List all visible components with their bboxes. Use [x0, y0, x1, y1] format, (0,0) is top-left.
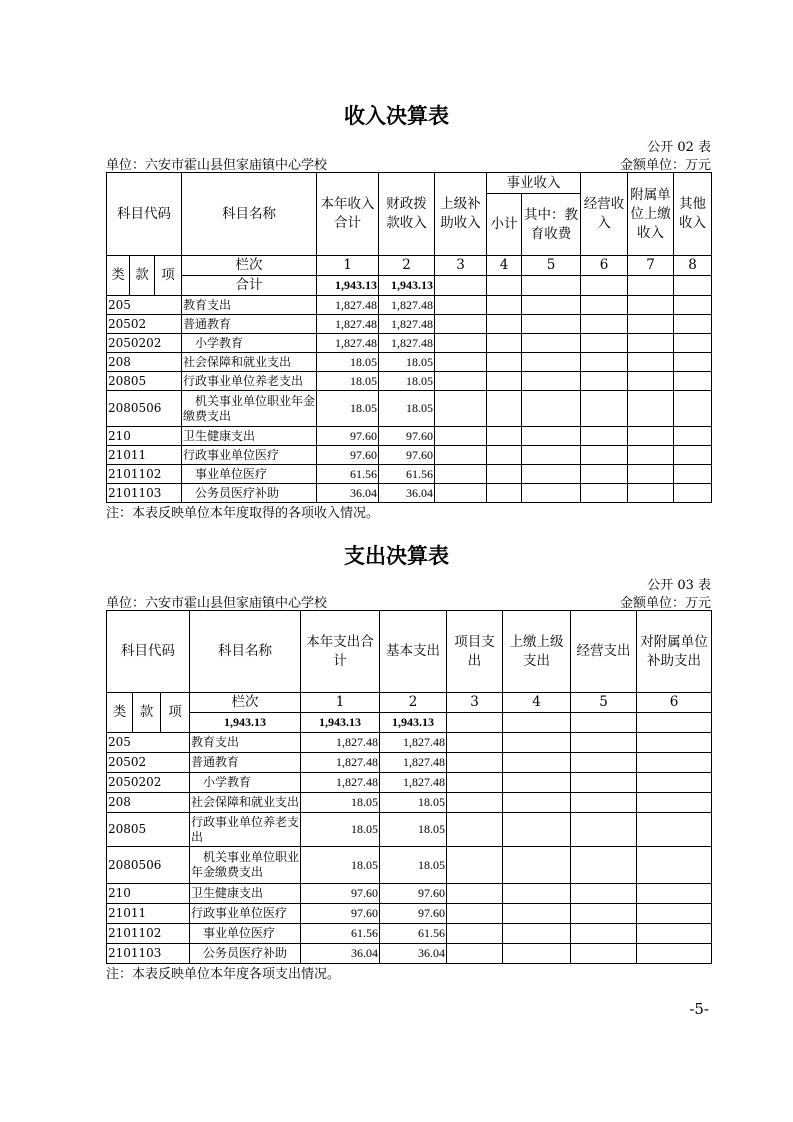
header-c4: 小计	[487, 194, 522, 256]
empty-cell	[674, 334, 712, 353]
table-row	[107, 427, 712, 446]
amount: 1,827.48	[317, 296, 379, 315]
header-c6: 对附属单位补助支出	[637, 611, 712, 693]
column-number: 6	[637, 693, 712, 713]
empty-cell	[628, 315, 674, 334]
empty-cell	[581, 334, 628, 353]
empty-cell	[522, 353, 581, 372]
header-c7: 附属单位上缴收入	[628, 173, 674, 256]
page-number: -5-	[689, 1000, 709, 1018]
header-c5: 其中：教育收费	[522, 194, 581, 256]
empty-cell	[637, 773, 712, 793]
subject-name: 行政事业单位医疗	[182, 446, 317, 465]
subject-name: 教育支出	[190, 733, 301, 753]
table-row	[107, 884, 712, 904]
header-c8: 其他收入	[674, 173, 712, 256]
empty-cell	[503, 713, 571, 733]
subject-code: 205	[107, 733, 190, 753]
total-value: 1,943.13	[301, 713, 380, 733]
empty-cell	[447, 773, 503, 793]
subject-name: 普通教育	[190, 753, 301, 773]
amount: 18.05	[380, 793, 447, 813]
amount: 61.56	[379, 465, 435, 484]
subject-code: 20805	[107, 813, 190, 847]
total-label: 合计	[182, 276, 317, 296]
income-title: 收入决算表	[344, 103, 449, 128]
amount: 18.05	[379, 372, 435, 391]
amount: 97.60	[379, 446, 435, 465]
subject-code: 210	[107, 427, 182, 446]
empty-cell	[581, 315, 628, 334]
subject-code: 20502	[107, 753, 190, 773]
income-unit: 单位：六安市霍山县但家庙镇中心学校	[106, 158, 328, 173]
empty-cell	[674, 276, 712, 296]
header-c1: 本年收入合计	[317, 173, 379, 256]
table-row	[107, 944, 712, 964]
table-row	[107, 924, 712, 944]
empty-cell	[581, 446, 628, 465]
column-number: 7	[628, 256, 674, 276]
expense-block	[106, 610, 711, 983]
column-number: 5	[571, 693, 637, 713]
empty-cell	[628, 484, 674, 503]
empty-cell	[522, 427, 581, 446]
empty-cell	[487, 446, 522, 465]
table-row	[107, 733, 712, 753]
expense-note: 注：本表反映单位本年度各项支出情况。	[106, 967, 341, 982]
column-number: 4	[503, 693, 571, 713]
income-form-no: 公开 02 表	[647, 140, 711, 155]
header-xiang: 项	[155, 256, 182, 296]
empty-cell	[581, 276, 628, 296]
empty-cell	[487, 296, 522, 315]
subject-name: 行政事业单位养老支出	[182, 372, 317, 391]
subject-name: 小学教育	[190, 773, 301, 793]
header-code: 科目代码	[107, 611, 190, 693]
empty-cell	[581, 484, 628, 503]
amount: 1,827.48	[301, 773, 380, 793]
income-money-unit: 金额单位：万元	[619, 158, 711, 173]
header-c5: 经营支出	[571, 611, 637, 693]
empty-cell	[571, 924, 637, 944]
empty-cell	[447, 733, 503, 753]
header-xiang: 项	[161, 693, 190, 733]
subject-name: 社会保障和就业支出	[190, 793, 301, 813]
table-row	[107, 372, 712, 391]
empty-cell	[447, 944, 503, 964]
empty-cell	[674, 446, 712, 465]
amount: 1,827.48	[317, 315, 379, 334]
table-row	[107, 465, 712, 484]
table-row	[107, 334, 712, 353]
subject-code: 208	[107, 353, 182, 372]
empty-cell	[674, 427, 712, 446]
empty-cell	[581, 353, 628, 372]
subject-name: 事业单位医疗	[190, 924, 301, 944]
table-row	[107, 315, 712, 334]
subject-code: 210	[107, 884, 190, 904]
empty-cell	[637, 847, 712, 884]
empty-cell	[435, 276, 487, 296]
amount: 18.05	[379, 353, 435, 372]
subject-name: 公务员医疗补助	[182, 484, 317, 503]
empty-cell	[571, 813, 637, 847]
amount: 97.60	[379, 427, 435, 446]
table-row	[107, 753, 712, 773]
empty-cell	[628, 334, 674, 353]
amount: 18.05	[317, 372, 379, 391]
empty-cell	[581, 391, 628, 427]
amount: 1,827.48	[380, 753, 447, 773]
amount: 18.05	[317, 353, 379, 372]
empty-cell	[522, 465, 581, 484]
amount: 1,827.48	[379, 315, 435, 334]
column-number: 3	[435, 256, 487, 276]
header-name: 科目名称	[190, 611, 301, 693]
subject-name: 机关事业单位职业年金缴费支出	[190, 847, 301, 884]
empty-cell	[503, 944, 571, 964]
empty-cell	[435, 427, 487, 446]
header-c1: 本年支出合计	[301, 611, 380, 693]
empty-cell	[571, 773, 637, 793]
subject-code: 21011	[107, 904, 190, 924]
empty-cell	[503, 924, 571, 944]
subject-code: 2101103	[107, 484, 182, 503]
empty-cell	[628, 446, 674, 465]
empty-cell	[435, 484, 487, 503]
empty-cell	[487, 276, 522, 296]
column-number: 1	[301, 693, 380, 713]
total-value: 1,943.13	[379, 276, 435, 296]
empty-cell	[674, 372, 712, 391]
income-table	[106, 172, 712, 503]
empty-cell	[487, 334, 522, 353]
empty-cell	[435, 391, 487, 427]
empty-cell	[571, 753, 637, 773]
expense-form-no: 公开 03 表	[647, 578, 711, 593]
subject-name: 行政事业单位养老支出	[190, 813, 301, 847]
empty-cell	[447, 847, 503, 884]
column-number: 4	[487, 256, 522, 276]
empty-cell	[447, 924, 503, 944]
subject-name: 卫生健康支出	[190, 884, 301, 904]
empty-cell	[447, 793, 503, 813]
amount: 97.60	[301, 904, 380, 924]
empty-cell	[628, 353, 674, 372]
header-c4: 上缴上级支出	[503, 611, 571, 693]
empty-cell	[487, 427, 522, 446]
total-value: 1,943.13	[380, 713, 447, 733]
empty-cell	[571, 944, 637, 964]
empty-cell	[637, 904, 712, 924]
subject-name: 社会保障和就业支出	[182, 353, 317, 372]
subject-name: 事业单位医疗	[182, 465, 317, 484]
table-row	[107, 773, 712, 793]
empty-cell	[503, 733, 571, 753]
table-row	[107, 353, 712, 372]
income-block	[106, 172, 711, 522]
column-number: 6	[581, 256, 628, 276]
empty-cell	[674, 391, 712, 427]
amount: 36.04	[317, 484, 379, 503]
column-number: 3	[447, 693, 503, 713]
header-kuan: 款	[133, 693, 161, 733]
empty-cell	[435, 446, 487, 465]
expense-money-unit: 金额单位：万元	[619, 596, 711, 611]
empty-cell	[435, 353, 487, 372]
subject-code: 2050202	[107, 773, 190, 793]
subject-name: 小学教育	[182, 334, 317, 353]
subject-code: 208	[107, 793, 190, 813]
amount: 61.56	[301, 924, 380, 944]
subject-code: 2101102	[107, 924, 190, 944]
amount: 18.05	[317, 391, 379, 427]
empty-cell	[487, 484, 522, 503]
empty-cell	[571, 904, 637, 924]
empty-cell	[522, 334, 581, 353]
header-lei: 类	[107, 693, 133, 733]
column-number: 2	[380, 693, 447, 713]
empty-cell	[447, 904, 503, 924]
amount: 18.05	[379, 391, 435, 427]
empty-cell	[522, 446, 581, 465]
total-label: 1,943.13	[190, 713, 301, 733]
income-note: 注：本表反映单位本年度取得的各项收入情况。	[106, 506, 380, 521]
empty-cell	[522, 391, 581, 427]
subject-code: 2080506	[107, 847, 190, 884]
empty-cell	[503, 884, 571, 904]
empty-cell	[581, 296, 628, 315]
subject-code: 2101103	[107, 944, 190, 964]
empty-cell	[581, 465, 628, 484]
amount: 1,827.48	[301, 733, 380, 753]
header-c2: 财政拨款收入	[379, 173, 435, 256]
amount: 1,827.48	[380, 773, 447, 793]
table-row	[107, 813, 712, 847]
empty-cell	[447, 813, 503, 847]
amount: 1,827.48	[379, 296, 435, 315]
empty-cell	[628, 465, 674, 484]
amount: 18.05	[301, 813, 380, 847]
empty-cell	[637, 713, 712, 733]
empty-cell	[522, 296, 581, 315]
amount: 97.60	[301, 884, 380, 904]
table-row	[107, 793, 712, 813]
empty-cell	[503, 847, 571, 884]
empty-cell	[487, 372, 522, 391]
empty-cell	[522, 315, 581, 334]
amount: 1,827.48	[317, 334, 379, 353]
empty-cell	[503, 813, 571, 847]
subject-code: 20502	[107, 315, 182, 334]
amount: 18.05	[301, 847, 380, 884]
expense-unit: 单位：六安市霍山县但家庙镇中心学校	[106, 596, 328, 611]
column-number: 5	[522, 256, 581, 276]
column-number: 1	[317, 256, 379, 276]
empty-cell	[674, 296, 712, 315]
amount: 97.60	[380, 884, 447, 904]
expense-table	[106, 610, 712, 964]
empty-cell	[522, 372, 581, 391]
amount: 97.60	[317, 446, 379, 465]
header-name: 科目名称	[182, 173, 317, 256]
subject-name: 公务员医疗补助	[190, 944, 301, 964]
empty-cell	[522, 484, 581, 503]
empty-cell	[487, 315, 522, 334]
empty-cell	[447, 753, 503, 773]
total-value: 1,943.13	[317, 276, 379, 296]
empty-cell	[435, 372, 487, 391]
header-lanci: 栏次	[182, 256, 317, 276]
empty-cell	[503, 793, 571, 813]
empty-cell	[674, 353, 712, 372]
table-row	[107, 446, 712, 465]
empty-cell	[447, 713, 503, 733]
amount: 18.05	[380, 813, 447, 847]
empty-cell	[637, 733, 712, 753]
empty-cell	[637, 924, 712, 944]
empty-cell	[503, 773, 571, 793]
empty-cell	[571, 733, 637, 753]
empty-cell	[637, 753, 712, 773]
empty-cell	[503, 753, 571, 773]
subject-code: 2101102	[107, 465, 182, 484]
empty-cell	[628, 427, 674, 446]
expense-title: 支出决算表	[344, 543, 449, 568]
empty-cell	[522, 276, 581, 296]
header-lanci: 栏次	[190, 693, 301, 713]
table-row	[107, 847, 712, 884]
header-lei: 类	[107, 256, 130, 296]
empty-cell	[637, 944, 712, 964]
empty-cell	[628, 276, 674, 296]
amount: 36.04	[301, 944, 380, 964]
empty-cell	[571, 884, 637, 904]
empty-cell	[637, 884, 712, 904]
subject-name: 普通教育	[182, 315, 317, 334]
empty-cell	[571, 847, 637, 884]
table-row	[107, 391, 712, 427]
empty-cell	[447, 884, 503, 904]
header-c6: 经营收入	[581, 173, 628, 256]
empty-cell	[435, 334, 487, 353]
empty-cell	[435, 296, 487, 315]
header-kuan: 款	[130, 256, 155, 296]
amount: 1,827.48	[379, 334, 435, 353]
column-number: 8	[674, 256, 712, 276]
amount: 1,827.48	[380, 733, 447, 753]
empty-cell	[487, 465, 522, 484]
amount: 97.60	[317, 427, 379, 446]
subject-code: 2080506	[107, 391, 182, 427]
empty-cell	[487, 391, 522, 427]
table-row	[107, 904, 712, 924]
subject-name: 教育支出	[182, 296, 317, 315]
subject-name: 行政事业单位医疗	[190, 904, 301, 924]
empty-cell	[674, 484, 712, 503]
header-c3: 项目支出	[447, 611, 503, 693]
amount: 1,827.48	[301, 753, 380, 773]
empty-cell	[503, 904, 571, 924]
amount: 18.05	[301, 793, 380, 813]
empty-cell	[581, 372, 628, 391]
empty-cell	[637, 813, 712, 847]
empty-cell	[628, 391, 674, 427]
column-number: 2	[379, 256, 435, 276]
table-row	[107, 484, 712, 503]
subject-code: 2050202	[107, 334, 182, 353]
empty-cell	[435, 315, 487, 334]
amount: 36.04	[380, 944, 447, 964]
amount: 61.56	[380, 924, 447, 944]
empty-cell	[628, 372, 674, 391]
header-c2: 基本支出	[380, 611, 447, 693]
empty-cell	[637, 793, 712, 813]
table-row	[107, 296, 712, 315]
header-shiye: 事业收入	[487, 173, 581, 194]
empty-cell	[571, 793, 637, 813]
amount: 97.60	[380, 904, 447, 924]
empty-cell	[674, 315, 712, 334]
empty-cell	[571, 713, 637, 733]
subject-code: 20805	[107, 372, 182, 391]
amount: 36.04	[379, 484, 435, 503]
empty-cell	[435, 465, 487, 484]
header-code: 科目代码	[107, 173, 182, 256]
empty-cell	[628, 296, 674, 315]
amount: 61.56	[317, 465, 379, 484]
amount: 18.05	[380, 847, 447, 884]
empty-cell	[674, 465, 712, 484]
header-c3: 上级补助收入	[435, 173, 487, 256]
subject-name: 机关事业单位职业年金缴费支出	[182, 391, 317, 427]
subject-code: 21011	[107, 446, 182, 465]
subject-name: 卫生健康支出	[182, 427, 317, 446]
empty-cell	[487, 353, 522, 372]
subject-code: 205	[107, 296, 182, 315]
empty-cell	[581, 427, 628, 446]
